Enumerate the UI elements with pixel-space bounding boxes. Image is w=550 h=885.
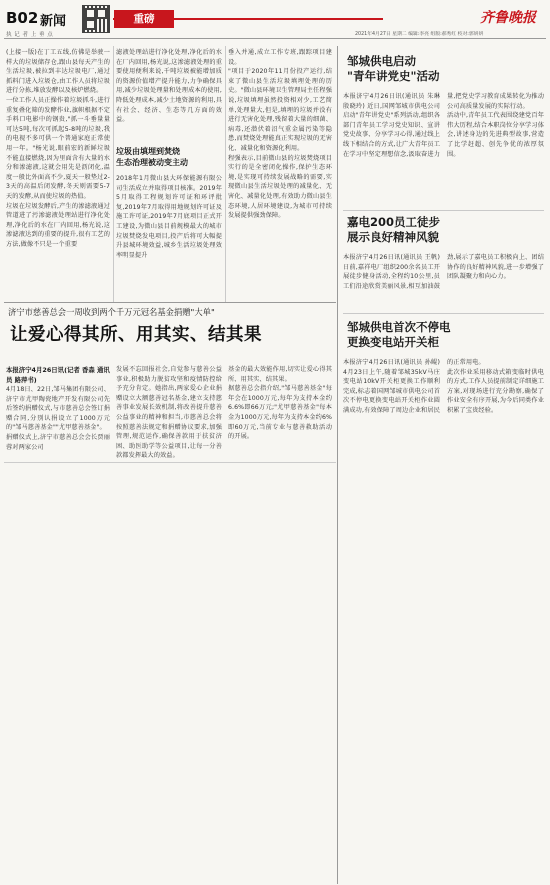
editor-line: 执 记 者 上 垂 点 bbox=[6, 32, 54, 38]
sidebar-story-2 bbox=[343, 215, 544, 321]
story-2-body: 本报济宁4月26日讯(通讯员 王帆) 日前,嘉祥电厂组织200余名员工开展徒步健身活动,全程约10公里,员工们沿途欣赏美丽风景,相互加油鼓劲,展示了嘉电员工积极向上、团结协作的良好精神风貌,进一步增强了团队凝聚力和向心力。 bbox=[343, 254, 544, 290]
story-1-title: 邹城供电启动 "青年讲党史"活动 bbox=[347, 54, 440, 83]
lead-body-3: 基金的最大效能作用,切实让爱心得其所、用其实、结其果。 据慈善总会指介绍,"邹马慈善基金"每年会在1000万元,每年为支持本金约6.6%即66万元;"尤甲慈善基金"每本金为1000万元,每年为支持本金约6%即60万元,当前专业与慈善救助活动的开展。 bbox=[228, 366, 332, 441]
sidebar-rule bbox=[343, 313, 544, 314]
col2-body2: 2018年1月微山县大环保能源有限公司生活成立并取得项目核准。2019年5月取得工程规划许可证和环评批复,2019年7月取得用地规划许可证及施工许可证,2019年7月底项目正式开工建设,为微山县目前规模最大的城市垃圾焚烧发电项目,投产后将可大幅提升县城环境效益,城乡生活垃圾处理效率明显提升 bbox=[116, 175, 222, 259]
lead-col-1 bbox=[6, 365, 110, 453]
lead-body-1: 4月18日、22日,邹马集团有限公司、济宁市尤甲陶瓷地产开发有限公司先后签约捐赠仪式,与市慈善总会签订捐赠合同,分别认捐设立了1000万元的"邹马慈善基金""尤甲慈善基金"。 捐赠仪式上,济宁市慈善总会会长贾丽蓉对两家公司 bbox=[6, 386, 110, 451]
lead-byline: 本报济宁4月26日讯(记者 香森 通讯员 路萍书) bbox=[6, 366, 110, 384]
story-1-body: 本报济宁4月26日讯(通讯员 朱琳 殷晓玲) 近日,国网邹城市供电公司启动"青年讲党史"系列活动,组织各部门青年员工学习党史知识、宣讲党史故事、分享学习心得,通过线上线下相结合的方式,让广大青年员工在学习中坚定理想信念,汲取奋进力量,把党史学习教育成果转化为推动公司高质量发展的实际行动。 活动中,青年员工代表围绕建党百年伟大历程,结合本职岗位分享学习体会,讲述身边的先进典型故事,营造了比学赶超、创先争优的浓厚氛围。 bbox=[343, 93, 544, 158]
lead-body-2: 发展不忘回报社会,自觉参与慈善公益事业,积极助力脱贫攻坚和疫情防控给予充分肯定。她指出,两家爱心企业捐赠设立大额慈善冠名基金,建立支持慈善事业发展长效机制,将改善提升慈善公益事业的精神和担当,市慈善总会将按照慈善法规定和捐赠协议要求,加强管理,规范运作,确保善款用于扶贫济困、助医助学等公益项目,让每一分善款都发挥最大的效益。 bbox=[116, 366, 222, 460]
section-divider bbox=[337, 46, 338, 884]
brand-logo: 齐鲁晚报 bbox=[480, 10, 536, 26]
sidebar-story-3 bbox=[343, 320, 544, 454]
page-number: B02 bbox=[6, 9, 39, 27]
story-3-title: 邹城供电首次不停电 更换变电站开关柜 bbox=[347, 320, 451, 349]
column-divider bbox=[113, 46, 114, 302]
date-line: 2021年4月27日 星期二 编辑:李亮 组版:郝秀红 校对:郭妍妍 bbox=[355, 32, 484, 37]
tag-label: 重磅 bbox=[133, 13, 155, 25]
lead-kicker: 济宁市慈善总会一周收到两个千万元冠名基金捐赠"大单" bbox=[8, 307, 215, 317]
masthead bbox=[0, 0, 550, 40]
sidebar-rule bbox=[343, 210, 544, 211]
page-bottom-rule bbox=[4, 462, 336, 463]
story-2-title: 嘉电200员工徒步 展示良好精神风貌 bbox=[347, 215, 441, 244]
tag-badge bbox=[114, 10, 174, 28]
article-col-1: (上接一版)在丁工五线,仿佛是举驶一样大的垃圾储存仓,跟山县每天产生的生活垃圾,被拉到丰达垃圾电厂,通过抓料门进入垃圾仓,由工作人员将垃圾进行分拣,堆放发酵以及核炉燃烧。 一位工作人员正操作着垃圾抓斗,进行重复叠化筛的发酵作业,旗帜根据不定手料口电影中的钢贵,"抓一斗垂量量可达5吨,每次可抓起5-8吨的垃圾,我的电视不多可供一个普通家庭正常使用一年。"杨光说,眼前宏的新鲜垃圾不能直接燃烧,因为里面含有大量的水分和渗滤液,这就会用先是沥闭化,温度一般比外面高不少,夏天一般垫过2-3天的高温后闭发酵,冬天则需要5-7天的发酵,从而使垃圾的热值。 垃圾在垃圾发酵后,产生的渗滤液通过管道进了污渗滤液处理站进行净化处理,净化后的水在厂内回用,杨光说,这渗滤液达到的重要的提升,很有工艺的方法,做像不只是一个重要 bbox=[6, 49, 110, 248]
lead-top-rule bbox=[4, 302, 336, 303]
section-name: 新闻 bbox=[40, 14, 67, 29]
col2-subhead: 垃圾由填埋到焚烧 生态治理被动变主动 bbox=[116, 147, 188, 167]
article-col-2 bbox=[116, 48, 222, 300]
article-col-3: 垂入并通,成立工作专班,跟踪项目建设。 "项目于2020年11月份投产运行,结束了微山县生活垃圾填埋处理的历史。"微山县环境卫生管理局主任程强说,垃圾填埋虽然投资相对少,工艺简单,处理量大,但是,填埋的垃圾并没有进行无害化处理,残留着大量的细菌、病毒,还潜伏着沼气重金属污染等隐患,而焚烧处理能真正实现垃圾的无害化、减量化和资源化利用。 程强表示,目前微山县的垃圾焚烧项目实行的是全密闭化操作,保护生态环境,是实现可持续发展战略的需要,实现微山县生活垃圾处理的减量化、无害化、减量化处理,有效助力微山县生态环境,人居环境建设,为城市可持续发展提供强劲保障。 bbox=[228, 49, 332, 220]
qr-code-icon bbox=[82, 5, 110, 33]
col2-body: 滤液处理站进行净化处理,净化后的水在厂内回用,杨光说,这渗滤液处理的重要使用便利来说,千吨垃圾被能增加质的资源价值增产提升能力,力争确保具用,减少垃圾处理量和处理成本的使用,降低处理成本,减少土地资源的利用,具有社会、经济、生态等几方面的效益。 bbox=[116, 49, 222, 124]
column-divider bbox=[225, 46, 226, 302]
lead-headline: 让爱心得其所、用其实、结其果 bbox=[10, 325, 262, 345]
story-3-body: 本报济宁4月26日讯(通讯员 孙鲲) 4月23日上午,随着邹城35kV马庄变电站10kV开关柜更换工作顺利完成,标志着国网邹城市供电公司首次不停电更换变电站开关柜作业圆满成功,有效保障了周边企业和居民的正常用电。 此次作业采用移动式箱变临时供电的方式,工作人员提前制定详细施工方案,对现场进行充分勘察,确保了作业安全有序开展,为今后同类作业积累了宝贵经验。 bbox=[343, 359, 544, 414]
masthead-rule bbox=[4, 38, 546, 39]
